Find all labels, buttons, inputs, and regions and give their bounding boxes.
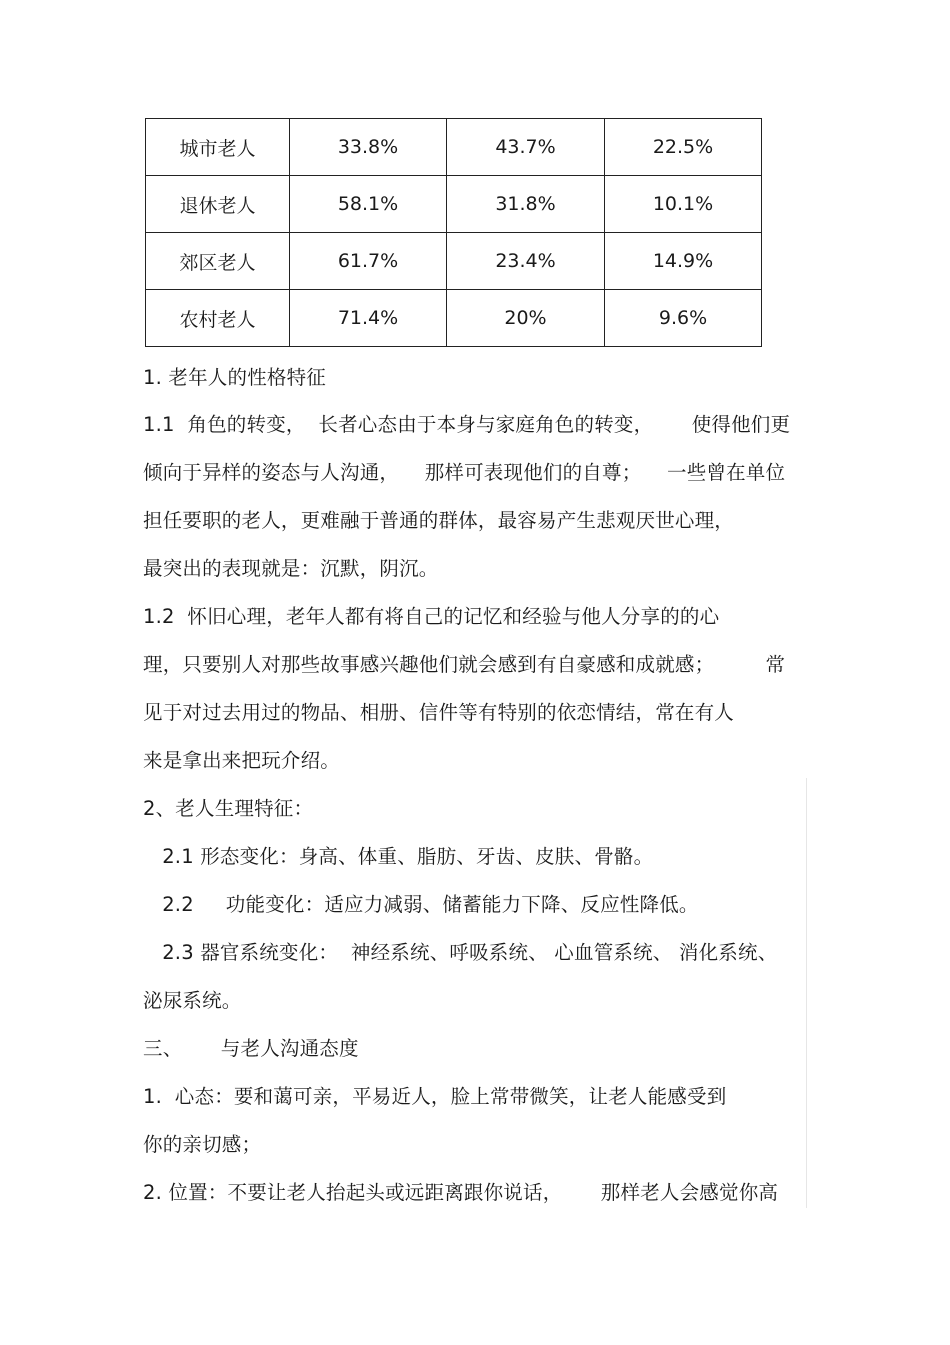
body-line: 倾向于异样的姿态与人沟通， 那样可表现他们的自尊； 一些曾在单位 <box>143 461 786 484</box>
body-line: 2.3 器官系统变化： 神经系统、呼吸系统、 心血管系统、 消化系统、 <box>143 941 778 964</box>
body-line: 泌尿系统。 <box>143 989 242 1012</box>
body-line: 你的亲切感； <box>143 1133 262 1156</box>
table-cell: 71.4% <box>290 290 447 347</box>
body-line: 见于对过去用过的物品、相册、信件等有特别的依恋情结，常在有人 <box>143 701 735 724</box>
table-cell: 31.8% <box>447 176 605 233</box>
section-heading: 1. 老年人的性格特征 <box>143 366 327 389</box>
table-cell: 33.8% <box>290 119 447 176</box>
table-cell: 23.4% <box>447 233 605 290</box>
body-line: 理，只要别人对那些故事感兴趣他们就会感到有自豪感和成就感； 常 <box>143 653 786 676</box>
table-cell: 10.1% <box>605 176 762 233</box>
table-row <box>146 176 762 233</box>
body-line: 1.1 角色的转变， 长者心态由于本身与家庭角色的转变， 使得他们更 <box>143 413 791 436</box>
section-heading: 2、老人生理特征： <box>143 797 314 820</box>
section-heading: 三、 与老人沟通态度 <box>143 1037 359 1060</box>
body-line: 1.2 怀旧心理，老年人都有将自己的记忆和经验与他人分享的的心 <box>143 605 720 628</box>
table-cell: 43.7% <box>447 119 605 176</box>
table-cell: 郊区老人 <box>146 233 290 290</box>
table-row <box>146 233 762 290</box>
table-row <box>146 290 762 347</box>
body-line: 担任要职的老人，更难融于普通的群体，最容易产生悲观厌世心理， <box>143 509 735 532</box>
elderly-stats-table <box>145 118 762 347</box>
table-cell: 9.6% <box>605 290 762 347</box>
table-cell: 20% <box>447 290 605 347</box>
body-line: 2.1 形态变化：身高、体重、脂肪、牙齿、皮肤、骨骼。 <box>143 845 654 868</box>
table-cell: 退休老人 <box>146 176 290 233</box>
table-cell: 58.1% <box>290 176 447 233</box>
table-cell: 城市老人 <box>146 119 290 176</box>
margin-rule <box>806 778 807 1208</box>
table-cell: 22.5% <box>605 119 762 176</box>
body-line: 来是拿出来把玩介绍。 <box>143 749 341 772</box>
body-line: 2.2 功能变化：适应力减弱、储蓄能力下降、反应性降低。 <box>143 893 699 916</box>
table-cell: 14.9% <box>605 233 762 290</box>
body-line: 2. 位置：不要让老人抬起头或远距离跟你说话， 那样老人会感觉你高 <box>143 1181 779 1204</box>
body-line: 1. 心态：要和蔼可亲，平易近人，脸上常带微笑，让老人能感受到 <box>143 1085 727 1108</box>
body-line: 最突出的表现就是：沉默，阴沉。 <box>143 557 439 580</box>
table-cell: 61.7% <box>290 233 447 290</box>
table-cell: 农村老人 <box>146 290 290 347</box>
table-row <box>146 119 762 176</box>
